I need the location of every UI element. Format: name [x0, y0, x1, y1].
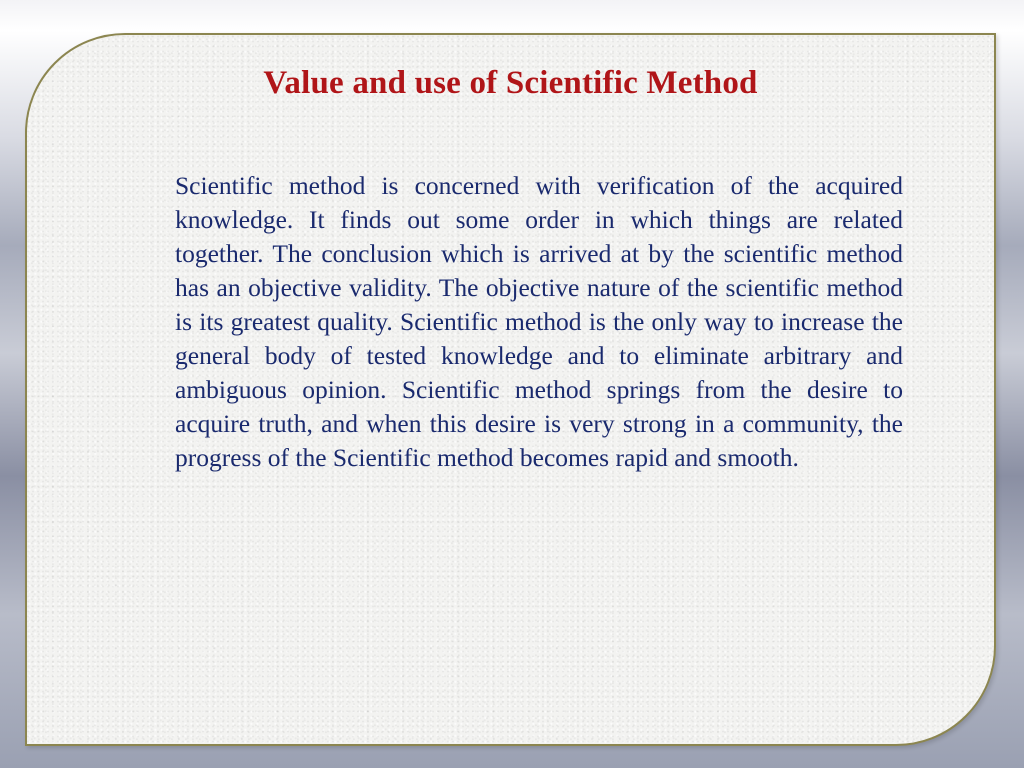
slide-title: Value and use of Scientific Method: [263, 65, 758, 101]
slide-body-text: Scientific method is concerned with verification of the acquired knowledge. It finds out some order in which things are related together. The conclusion which is arrived at by the scientific method has an objective validity. The objective nature of the scientific method is its greatest quality. Scientific method is the only way to increase the general body of tested knowledge and to eliminate arbitrary and ambiguous opinion. Scientific method springs from the desire to acquire truth, and when this desire is very strong in a community, the progress of the Scientific method becomes rapid and smooth.: [175, 171, 903, 472]
slide-panel: [25, 33, 996, 746]
